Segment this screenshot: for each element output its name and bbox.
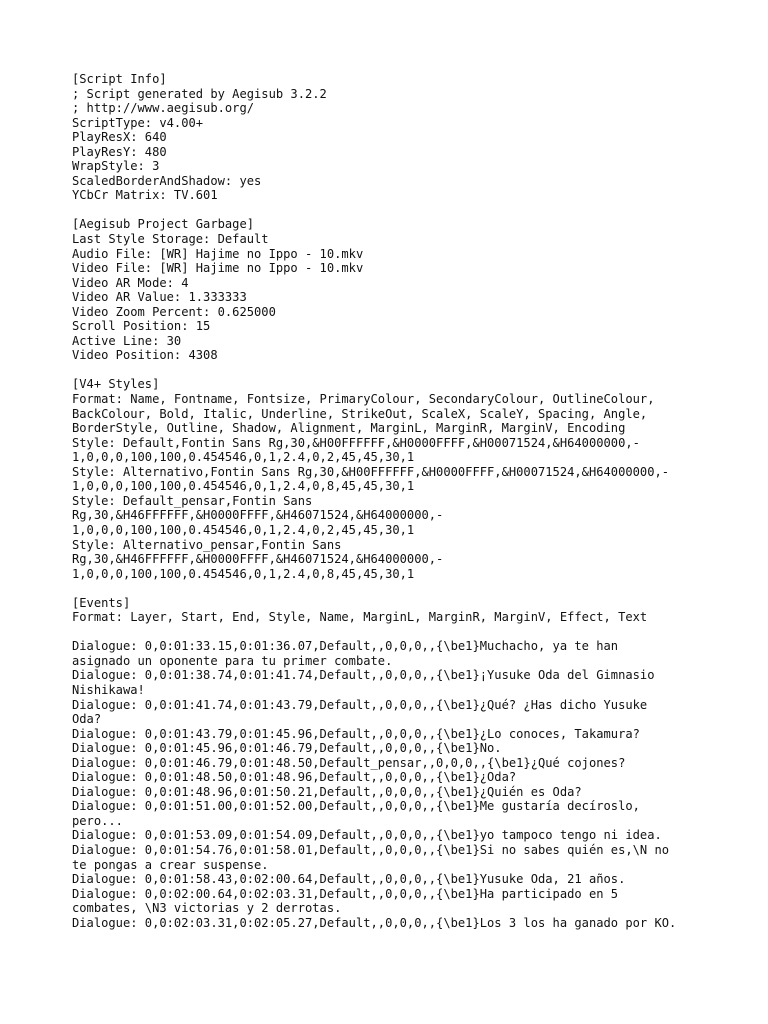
dialogue-line: Dialogue: 0,0:01:43.79,0:01:45.96,Default,,0,0,0,,{\be1}¿Lo conoces, Takamura? <box>72 726 640 741</box>
text-line: Video File: [WR] Hajime no Ippo - 10.mkv <box>72 261 364 276</box>
dialogue-line: asignado un oponente para tu primer combate. <box>72 653 393 668</box>
text-line: ScriptType: v4.00+ <box>72 115 204 130</box>
styles-section <box>72 377 732 581</box>
text-line: WrapStyle: 3 <box>72 159 160 174</box>
dialogue-line: Dialogue: 0,0:01:41.74,0:01:43.79,Default,,0,0,0,,{\be1}¿Qué? ¿Has dicho Yusuke <box>72 697 648 712</box>
text-line: 1,0,0,0,100,100,0.454546,0,1,2.4,0,8,45,45,30,1 <box>72 566 415 581</box>
text-line: PlayResX: 640 <box>72 130 167 145</box>
text-line: 1,0,0,0,100,100,0.454546,0,1,2.4,0,8,45,45,30,1 <box>72 479 415 494</box>
text-line: ; http://www.aegisub.org/ <box>72 101 255 116</box>
text-line: Scroll Position: 15 <box>72 319 211 334</box>
dialogue-section <box>72 639 732 930</box>
dialogue-line: Dialogue: 0,0:01:45.96,0:01:46.79,Default,,0,0,0,,{\be1}No. <box>72 741 502 756</box>
dialogue-line: Dialogue: 0,0:01:33.15,0:01:36.07,Default,,0,0,0,,{\be1}Muchacho, ya te han <box>72 639 619 654</box>
dialogue-line: Dialogue: 0,0:01:38.74,0:01:41.74,Default,,0,0,0,,{\be1}¡Yusuke Oda del Gimnasio <box>72 668 655 683</box>
dialogue-line: Dialogue: 0,0:01:46.79,0:01:48.50,Default_pensar,,0,0,0,,{\be1}¿Qué cojones? <box>72 755 626 770</box>
dialogue-line: Dialogue: 0,0:01:51.00,0:01:52.00,Default,,0,0,0,,{\be1}Me gustaría decíroslo, <box>72 799 640 814</box>
text-line: Video Position: 4308 <box>72 348 218 363</box>
text-line: 1,0,0,0,100,100,0.454546,0,1,2.4,0,2,45,45,30,1 <box>72 450 415 465</box>
text-line: BorderStyle, Outline, Shadow, Alignment, MarginL, MarginR, MarginV, Encoding <box>72 421 626 436</box>
dialogue-line: Dialogue: 0,0:02:00.64,0:02:03.31,Default,,0,0,0,,{\be1}Ha participado en 5 <box>72 886 619 901</box>
script-info-section <box>72 72 732 203</box>
text-line: Rg,30,&H46FFFFFF,&H0000FFFF,&H46071524,&H64000000,- <box>72 552 444 567</box>
dialogue-line: Dialogue: 0,0:01:48.50,0:01:48.96,Default,,0,0,0,,{\be1}¿Oda? <box>72 770 517 785</box>
text-line: Rg,30,&H46FFFFFF,&H0000FFFF,&H46071524,&H64000000,- <box>72 508 444 523</box>
text-line: Audio File: [WR] Hajime no Ippo - 10.mkv <box>72 246 364 261</box>
text-line: ScaledBorderAndShadow: yes <box>72 173 262 188</box>
dialogue-line: pero... <box>72 813 123 828</box>
events-section <box>72 596 732 625</box>
text-line: 1,0,0,0,100,100,0.454546,0,1,2.4,0,2,45,45,30,1 <box>72 522 415 537</box>
dialogue-line: Nishikawa! <box>72 682 145 697</box>
dialogue-line: Dialogue: 0,0:01:53.09,0:01:54.09,Default,,0,0,0,,{\be1}yo tampoco tengo ni idea. <box>72 828 662 843</box>
text-line: Style: Alternativo_pensar,Fontin Sans <box>72 537 342 552</box>
text-line: ; Script generated by Aegisub 3.2.2 <box>72 86 327 101</box>
text-line: Format: Name, Fontname, Fontsize, PrimaryColour, SecondaryColour, OutlineColour, <box>72 392 655 407</box>
script-document <box>72 72 732 945</box>
dialogue-line: Dialogue: 0,0:01:54.76,0:01:58.01,Default,,0,0,0,,{\be1}Si no sabes quién es,\N no <box>72 842 670 857</box>
text-line: PlayResY: 480 <box>72 144 167 159</box>
text-line: Style: Default_pensar,Fontin Sans <box>72 493 313 508</box>
text-line: YCbCr Matrix: TV.601 <box>72 188 218 203</box>
text-line: Style: Alternativo,Fontin Sans Rg,30,&H00FFFFFF,&H0000FFFF,&H00071524,&H64000000,- <box>72 464 670 479</box>
text-line: [V4+ Styles] <box>72 377 160 392</box>
project-garbage-section <box>72 217 732 362</box>
text-line: Last Style Storage: Default <box>72 232 269 247</box>
dialogue-line: combates, \N3 victorias y 2 derrotas. <box>72 901 342 916</box>
text-line: Format: Layer, Start, End, Style, Name, MarginL, MarginR, MarginV, Effect, Text <box>72 610 648 625</box>
text-line: Video AR Mode: 4 <box>72 275 189 290</box>
text-line: BackColour, Bold, Italic, Underline, StrikeOut, ScaleX, ScaleY, Spacing, Angle, <box>72 406 648 421</box>
text-line: Video AR Value: 1.333333 <box>72 290 247 305</box>
dialogue-line: te pongas a crear suspense. <box>72 857 269 872</box>
text-line: Style: Default,Fontin Sans Rg,30,&H00FFFFFF,&H0000FFFF,&H00071524,&H64000000,- <box>72 435 640 450</box>
text-line: Video Zoom Percent: 0.625000 <box>72 304 276 319</box>
text-line: [Aegisub Project Garbage] <box>72 217 255 232</box>
dialogue-line: Oda? <box>72 712 102 727</box>
dialogue-line: Dialogue: 0,0:01:58.43,0:02:00.64,Default,,0,0,0,,{\be1}Yusuke Oda, 21 años. <box>72 872 626 887</box>
dialogue-line: Dialogue: 0,0:01:48.96,0:01:50.21,Default,,0,0,0,,{\be1}¿Quién es Oda? <box>72 784 582 799</box>
text-line: [Script Info] <box>72 72 167 86</box>
dialogue-line: Dialogue: 0,0:02:03.31,0:02:05.27,Default,,0,0,0,,{\be1}Los 3 los ha ganado por KO. <box>72 915 677 930</box>
text-line: [Events] <box>72 595 131 610</box>
text-line: Active Line: 30 <box>72 333 182 348</box>
